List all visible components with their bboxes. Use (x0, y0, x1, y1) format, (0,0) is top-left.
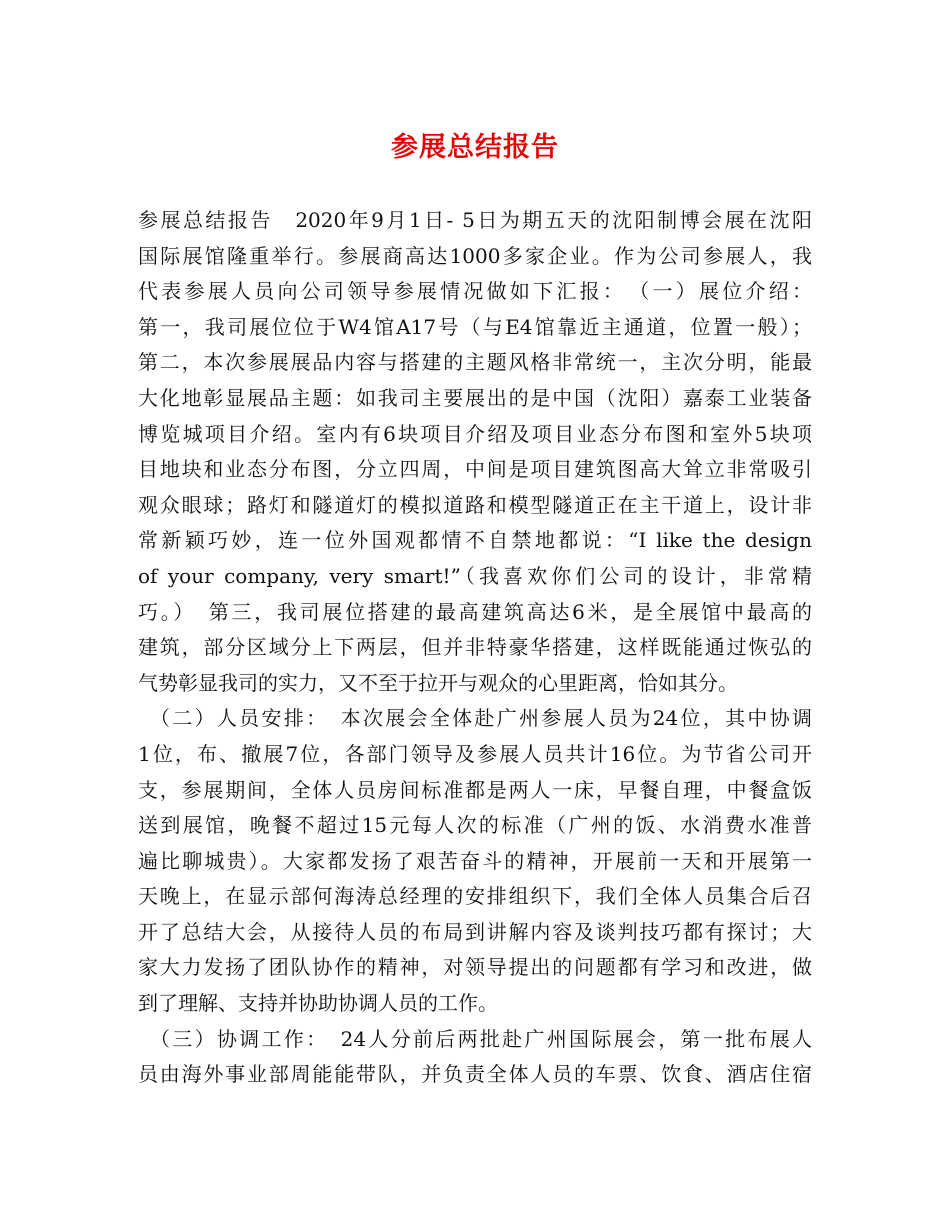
text-line: 目地块和业态分布图，分立四周，中间是项目建筑图高大耸立非常吸引 (138, 457, 812, 482)
text-line: 员由海外事业部周能能带队，并负责全体人员的车票、饮食、酒店住宿 (138, 1062, 812, 1087)
text-line: 代表参展人员向公司领导参展情况做如下汇报： （一）展位介绍： (138, 279, 812, 304)
text-line: 天晚上，在显示部何海涛总经理的安排组织下，我们全体人员集合后召 (138, 884, 812, 909)
text-line: 支，参展期间，全体人员房间标准都是两人一床，早餐自理，中餐盒饭 (138, 777, 812, 802)
text-line: 第二，本次参展展品内容与搭建的主题风格非常统一，主次分明，能最 (138, 350, 812, 375)
text-line: 国际展馆隆重举行。参展商高达1000多家企业。作为公司参展人，我 (138, 243, 812, 268)
text-line: 气势彰显我司的实力，又不至于拉开与观众的心里距离，恰如其分。 (138, 670, 738, 695)
text-line: 观众眼球；路灯和隧道灯的模拟道路和模型隧道正在主干道上，设计非 (138, 492, 812, 517)
text-line: 常新颖巧妙，连一位外国观都情不自禁地都说：“I like the design (138, 528, 812, 553)
text-line: 送到展馆，晚餐不超过15元每人次的标准（广州的饭、水消费水准普 (138, 813, 812, 838)
document-title: 参展总结报告 (391, 132, 559, 163)
text-line: （二）人员安排： 本次展会全体赴广州参展人员为24位，其中协调 (150, 706, 812, 731)
document-body (138, 203, 812, 1093)
text-line: 遍比聊城贵）。大家都发扬了艰苦奋斗的精神，开展前一天和开展第一 (138, 848, 812, 873)
text-line: 参展总结报告 2020年9月1日- 5日为期五天的沈阳制博会展在沈阳 (138, 208, 812, 232)
text-line: 第一，我司展位位于W4馆A17号（与E4馆靠近主通道，位置一般）； (138, 314, 812, 339)
text-line: 建筑，部分区域分上下两层，但并非特豪华搭建，这样既能通过恢弘的 (138, 635, 812, 660)
text-line: （三）协调工作： 24人分前后两批赴广州国际展会，第一批布展人 (150, 1026, 812, 1051)
text-line: of your company, very smart!”（我喜欢你们公司的设计，非常精 (138, 563, 812, 588)
text-line: 到了理解、支持并协助协调人员的工作。 (138, 991, 498, 1016)
text-line: 大化地彰显展品主题：如我司主要展出的是中国（沈阳）嘉泰工业装备 (138, 385, 812, 410)
text-line: 巧。） 第三，我司展位搭建的最高建筑高达6米，是全展馆中最高的 (138, 599, 812, 624)
text-line: 博览城项目介绍。室内有6块项目介绍及项目业态分布图和室外5块项 (138, 421, 812, 446)
text-line: 1位，布、撤展7位，各部门领导及参展人员共计16位。为节省公司开 (138, 741, 812, 766)
text-line: 开了总结大会，从接待人员的布局到讲解内容及谈判技巧都有探讨；大 (138, 919, 812, 944)
text-line: 家大力发扬了团队协作的精神，对领导提出的问题都有学习和改进，做 (138, 955, 812, 980)
